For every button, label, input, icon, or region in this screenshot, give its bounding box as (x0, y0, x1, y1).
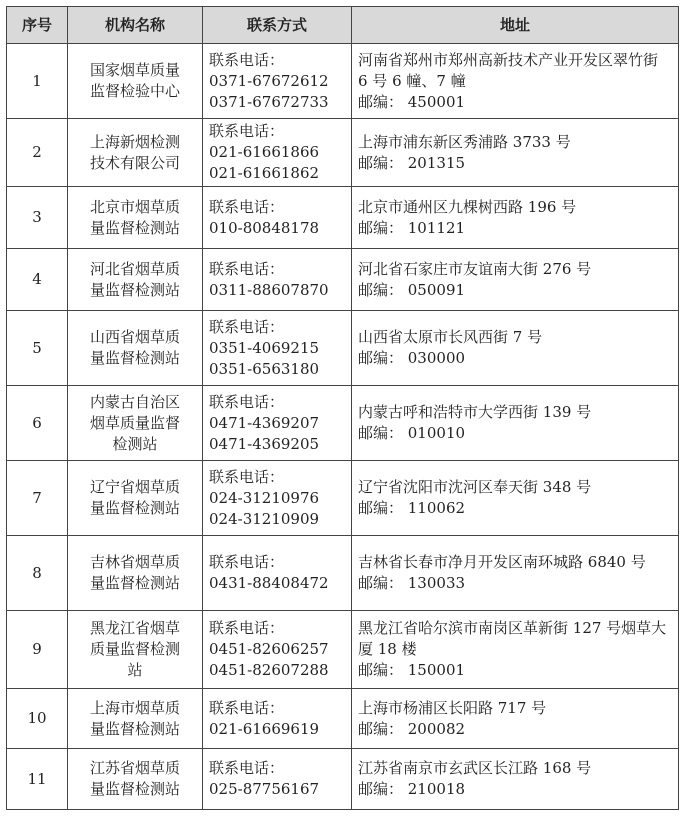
row-address (352, 249, 679, 311)
row-contact-line: 010-80848178 (209, 218, 320, 237)
row-org-name-line: 站 (127, 661, 143, 679)
table-row (7, 386, 679, 461)
row-org-name-line: 上海新烟检测 (89, 132, 180, 151)
row-seq: 2 (7, 119, 68, 187)
row-contact-line: 联系电话： (209, 467, 285, 486)
row-contact-line: 联系电话： (209, 197, 285, 216)
row-contact-line: 联系电话： (209, 553, 285, 571)
row-org-name-line: 技术有限公司 (89, 153, 180, 172)
row-address-line: 上海市浦东新区秀浦路 3733 号 (358, 132, 571, 151)
row-org-name (68, 611, 203, 689)
row-org-name (68, 187, 203, 249)
header-addr: 地址 (352, 7, 679, 44)
row-address-line: 辽宁省沈阳市沈河区奉天街 348 号 (358, 478, 592, 496)
row-contact-line: 联系电话： (209, 122, 285, 140)
row-org-name-line: 量监督检测站 (89, 780, 180, 798)
row-contact-line: 0371-67672612 (209, 71, 329, 90)
table-row (7, 119, 679, 187)
row-address (352, 44, 679, 119)
table-row (7, 749, 679, 810)
row-org-name-line: 黑龙江省烟草 (89, 619, 180, 637)
table-row (7, 689, 679, 749)
table-row (7, 611, 679, 689)
row-contact-line: 0451-82607288 (209, 661, 329, 679)
row-org-name-line: 北京市烟草质 (89, 197, 180, 216)
row-contact-line: 021-61661862 (209, 164, 320, 182)
row-contact (203, 249, 352, 311)
row-org-name-line: 监督检验中心 (89, 82, 180, 100)
row-org-name-line: 量监督检测站 (89, 218, 180, 237)
header-org: 机构名称 (68, 7, 203, 44)
row-seq: 11 (7, 749, 68, 810)
row-org-name (68, 311, 203, 386)
row-address-line: 邮编： 130033 (358, 574, 466, 592)
row-address (352, 311, 679, 386)
table-row (7, 311, 679, 386)
table-row (7, 536, 679, 611)
row-seq: 6 (7, 386, 68, 461)
row-contact-line: 021-61669619 (209, 719, 320, 738)
row-contact-line: 联系电话： (209, 619, 285, 637)
row-contact-line: 024-31210909 (209, 509, 320, 528)
row-address-line: 内蒙古呼和浩特市大学西街 139 号 (358, 403, 592, 421)
row-address-line: 北京市通州区九棵树西路 196 号 (358, 197, 577, 216)
row-org-name-line: 检测站 (112, 434, 158, 453)
row-org-name-line: 辽宁省烟草质 (89, 478, 180, 496)
row-org-name-line: 内蒙古自治区 (89, 392, 180, 411)
row-contact (203, 44, 352, 119)
row-org-name (68, 689, 203, 749)
header-row (7, 7, 679, 44)
row-org-name (68, 44, 203, 119)
row-contact-line: 联系电话： (209, 698, 285, 717)
row-address-line: 邮编： 030000 (358, 349, 466, 367)
row-seq: 7 (7, 461, 68, 536)
row-address-line: 邮编： 010010 (358, 424, 466, 442)
row-org-name (68, 536, 203, 611)
row-contact-line: 0451-82606257 (209, 640, 329, 658)
row-contact (203, 749, 352, 810)
row-address-line: 江苏省南京市玄武区长江路 168 号 (358, 759, 592, 777)
table-row (7, 44, 679, 119)
row-org-name (68, 249, 203, 311)
row-contact (203, 611, 352, 689)
row-address-line: 黑龙江省哈尔滨市南岗区革新街 127 号烟草大厦 18 楼 (358, 619, 667, 658)
row-org-name-line: 量监督检测站 (89, 574, 180, 592)
row-org-name-line: 质量监督检测 (89, 640, 180, 658)
row-contact-line: 0311-88607870 (209, 280, 329, 299)
row-seq: 4 (7, 249, 68, 311)
row-org-name-line: 河北省烟草质 (89, 259, 180, 278)
row-contact-line: 024-31210976 (209, 488, 320, 507)
table-row (7, 187, 679, 249)
row-address (352, 461, 679, 536)
row-address-line: 邮编： 101121 (358, 218, 466, 237)
row-contact-line: 联系电话： (209, 392, 285, 411)
row-address (352, 187, 679, 249)
row-address-line: 吉林省长春市净月开发区南环城路 6840 号 (358, 553, 646, 571)
row-contact-line: 025-87756167 (209, 780, 320, 798)
row-address-line: 河南省郑州市郑州高新技术产业开发区翠竹街 6 号 6 幢、7 幢 (358, 50, 659, 90)
row-seq: 3 (7, 187, 68, 249)
row-org-name-line: 量监督检测站 (89, 349, 180, 367)
row-seq: 10 (7, 689, 68, 749)
header-contact: 联系方式 (203, 7, 352, 44)
row-seq: 9 (7, 611, 68, 689)
row-org-name-line: 量监督检测站 (89, 280, 180, 299)
row-org-name-line: 量监督检测站 (89, 499, 180, 517)
row-address (352, 119, 679, 187)
row-contact-line: 0371-67672733 (209, 92, 329, 111)
row-org-name (68, 461, 203, 536)
row-contact (203, 187, 352, 249)
row-contact-line: 联系电话： (209, 317, 285, 336)
row-contact (203, 461, 352, 536)
row-address-line: 邮编： 050091 (358, 280, 466, 299)
row-contact (203, 119, 352, 187)
row-org-name-line: 量监督检测站 (89, 719, 180, 738)
row-address (352, 689, 679, 749)
row-contact-line: 0431-88408472 (209, 574, 329, 592)
row-contact (203, 536, 352, 611)
row-org-name-line: 国家烟草质量 (89, 61, 180, 79)
row-address (352, 611, 679, 689)
row-contact-line: 联系电话： (209, 259, 285, 278)
row-address-line: 邮编： 150001 (358, 661, 466, 679)
row-contact-line: 0351-4069215 (209, 338, 320, 357)
header-seq: 序号 (7, 7, 68, 44)
row-address-line: 邮编： 201315 (358, 153, 466, 172)
row-org-name (68, 119, 203, 187)
row-contact-line: 0471-4369207 (209, 413, 320, 432)
row-address (352, 536, 679, 611)
row-address-line: 邮编： 110062 (358, 499, 466, 517)
row-org-name (68, 386, 203, 461)
row-contact-line: 联系电话： (209, 50, 285, 69)
row-seq: 8 (7, 536, 68, 611)
row-seq: 5 (7, 311, 68, 386)
row-contact (203, 689, 352, 749)
row-address-line: 山西省太原市长风西街 7 号 (358, 328, 543, 346)
row-seq: 1 (7, 44, 68, 119)
row-address (352, 749, 679, 810)
row-org-name-line: 烟草质量监督 (89, 413, 180, 432)
table-row (7, 249, 679, 311)
row-contact (203, 311, 352, 386)
row-contact (203, 386, 352, 461)
row-contact-line: 0471-4369205 (209, 434, 320, 453)
row-org-name-line: 吉林省烟草质 (89, 553, 180, 571)
institution-table (6, 6, 679, 810)
row-address-line: 上海市杨浦区长阳路 717 号 (358, 698, 547, 717)
row-address-line: 邮编： 210018 (358, 780, 466, 798)
row-contact-line: 联系电话： (209, 759, 285, 777)
row-org-name-line: 江苏省烟草质 (89, 759, 180, 777)
row-address-line: 邮编： 450001 (358, 92, 466, 111)
row-address (352, 386, 679, 461)
row-contact-line: 0351-6563180 (209, 359, 320, 378)
row-address-line: 邮编： 200082 (358, 719, 466, 738)
table-row (7, 461, 679, 536)
row-contact-line: 021-61661866 (209, 143, 320, 161)
row-org-name-line: 上海市烟草质 (89, 698, 180, 717)
row-address-line: 河北省石家庄市友谊南大街 276 号 (358, 259, 592, 278)
row-org-name-line: 山西省烟草质 (89, 328, 180, 346)
row-org-name (68, 749, 203, 810)
